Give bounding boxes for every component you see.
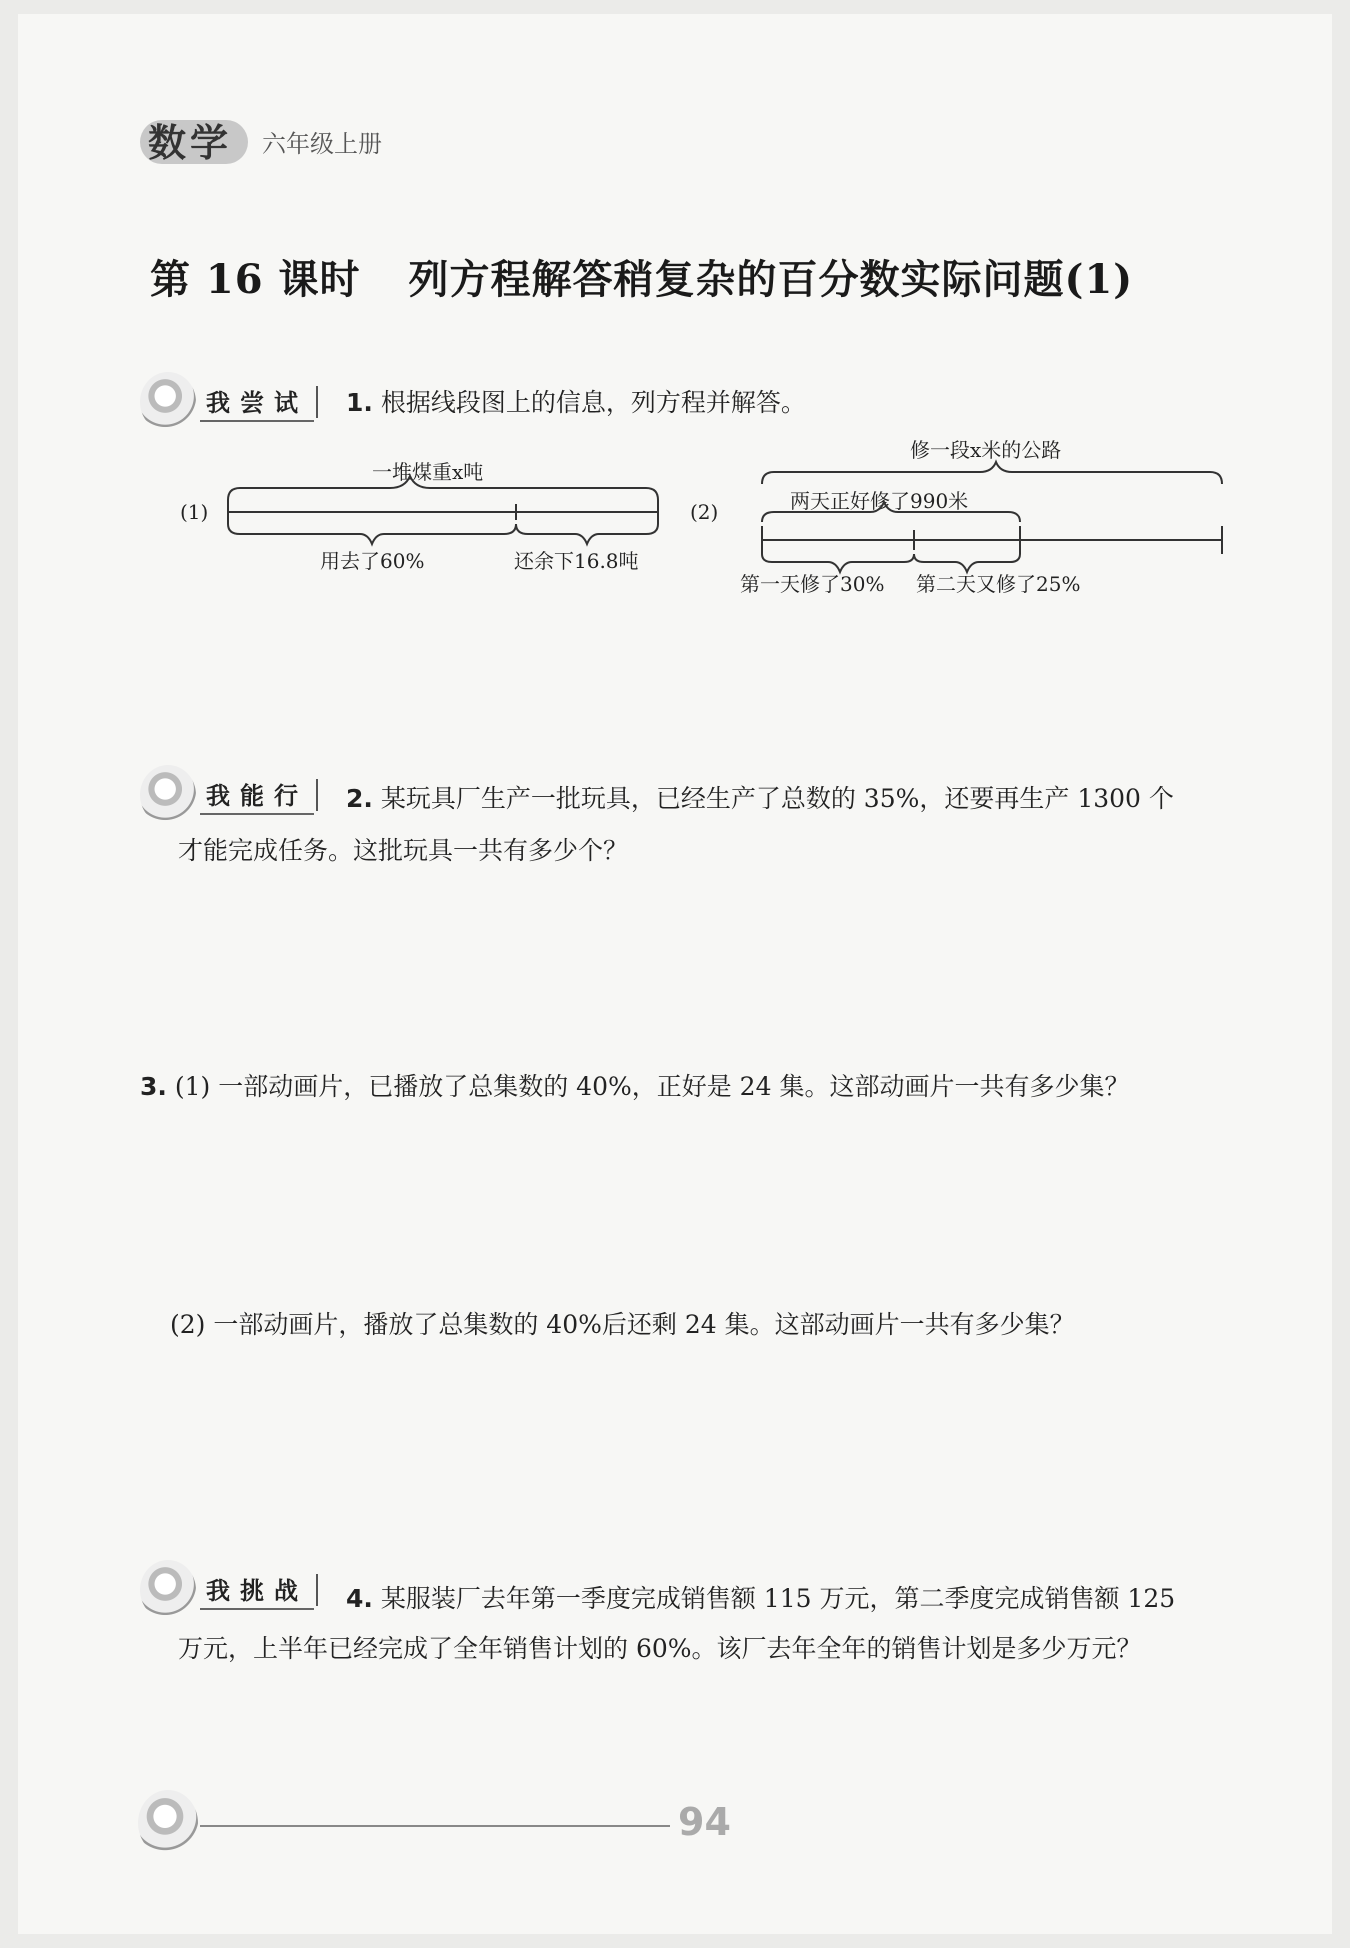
question-2-text-1: 某玩具厂生产一批玩具，已经生产了总数的 35%，还要再生产 1300 个	[380, 784, 1174, 813]
lesson-topic: 列方程解答稍复杂的百分数实际问题(1)	[408, 256, 1134, 303]
diagram-2-day1-brace	[762, 554, 914, 572]
grade-label: 六年级上册	[262, 130, 382, 158]
subject-title: 数学	[148, 121, 233, 165]
diagram-2-total-label: 修一段x米的公路	[910, 438, 1062, 462]
question-4-number: 4.	[346, 1584, 373, 1613]
section-challenge-badge	[140, 1560, 332, 1620]
question-1-number: 1.	[346, 388, 373, 417]
diagram-2-label: (2)	[690, 500, 719, 524]
diagram-2-twodays-label: 两天正好修了990米	[790, 489, 969, 513]
question-3-part-2: (2) 一部动画片，播放了总集数的 40%后还剩 24 集。这部动画片一共有多少集？	[170, 1310, 1075, 1339]
diagram-1-left-brace	[516, 524, 658, 544]
question-3-number: 3.	[140, 1072, 167, 1101]
footer-line	[200, 1825, 670, 1827]
question-2-number: 2.	[346, 784, 373, 813]
line-segment-diagrams	[0, 0, 1350, 700]
footer-mascot-icon	[138, 1790, 198, 1856]
question-1-text: 根据线段图上的信息，列方程并解答。	[380, 388, 806, 417]
diagram-1-total-label: 一堆煤重x吨	[372, 460, 484, 484]
question-4-line-1	[346, 1574, 1175, 1624]
diagram-2-day2-brace	[914, 554, 1020, 572]
diagram-2-day2-label: 第二天又修了25%	[916, 572, 1081, 596]
question-4-text-1: 某服装厂去年第一季度完成销售额 115 万元，第二季度完成销售额 125	[380, 1584, 1176, 1613]
diagram-2-day1-label: 第一天修了30%	[740, 572, 885, 596]
section-challenge-label: 我挑战	[200, 1571, 314, 1610]
badge-divider	[316, 779, 318, 811]
badge-divider	[316, 1574, 318, 1606]
diagram-1-total-brace	[228, 476, 658, 500]
section-can-badge	[140, 765, 332, 825]
lesson-number: 第 16 课时	[150, 256, 361, 303]
mascot-icon	[140, 1560, 196, 1620]
question-2-text-2: 才能完成任务。这批玩具一共有多少个？	[178, 836, 629, 865]
diagram-2-twodays-brace	[762, 502, 1020, 522]
section-try-label: 我尝试	[200, 383, 314, 422]
section-can-label: 我能行	[200, 776, 314, 815]
diagram-1-used-brace	[228, 524, 516, 544]
mascot-icon	[140, 765, 196, 825]
question-3-text-1: (1) 一部动画片，已播放了总集数的 40%，正好是 24 集。这部动画片一共有多少集？	[174, 1072, 1130, 1101]
diagram-1-used-label: 用去了60%	[320, 549, 425, 573]
page-number: 94	[678, 1800, 731, 1844]
question-4-text-2: 万元，上半年已经完成了全年销售计划的 60%。该厂去年全年的销售计划是多少万元？	[178, 1634, 1142, 1663]
diagram-1-label: (1)	[180, 500, 209, 524]
question-3-part-1	[140, 1062, 1129, 1112]
diagram-2-total-brace	[762, 462, 1222, 484]
question-2-line-1	[346, 774, 1174, 824]
diagram-1-left-label: 还余下16.8吨	[514, 549, 639, 573]
